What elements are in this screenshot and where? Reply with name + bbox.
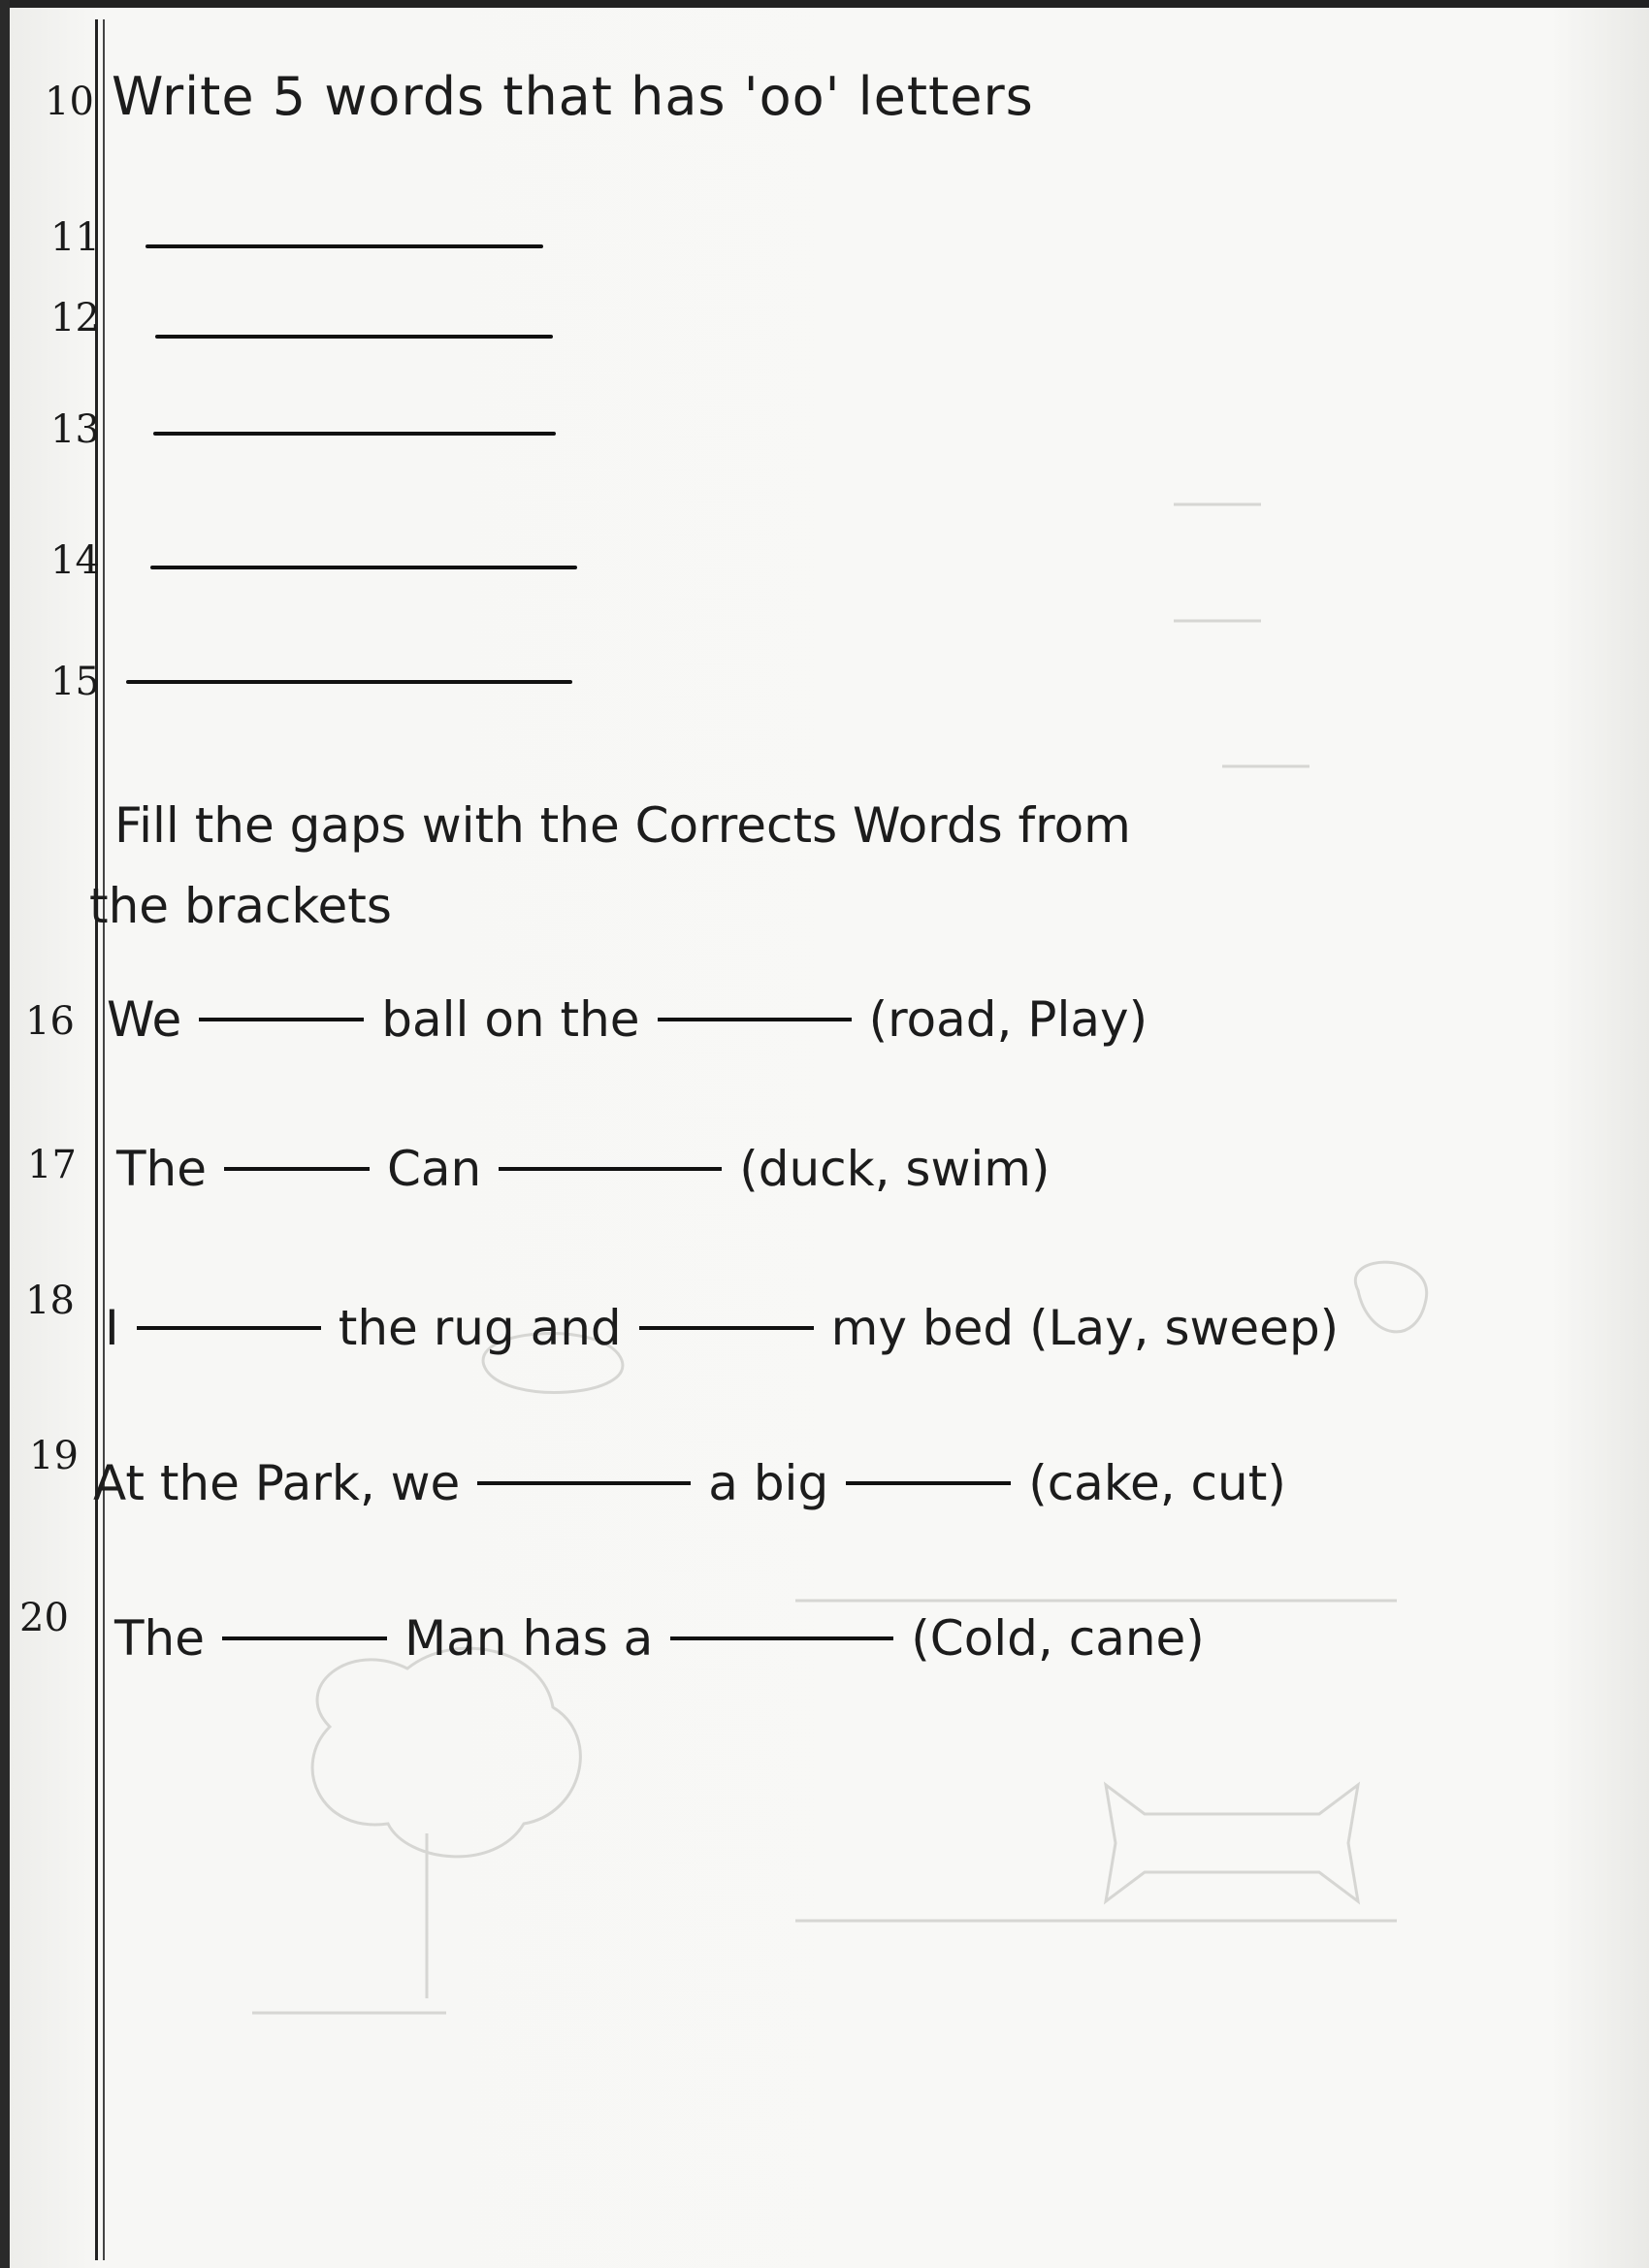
question-text: The (114, 1610, 205, 1667)
question-text: The (116, 1141, 207, 1197)
margin-line (95, 19, 98, 2260)
word-options: (road, Play) (868, 991, 1148, 1048)
question-number: 18 (25, 1279, 75, 1323)
answer-blank[interactable] (155, 335, 553, 339)
margin-line-inner (103, 19, 105, 2260)
question-text: Can (387, 1141, 482, 1197)
question-number: 20 (19, 1596, 69, 1640)
fill-blank[interactable] (846, 1481, 1011, 1485)
question-line (107, 991, 1148, 1048)
answer-blank[interactable] (126, 680, 572, 684)
fill-blank[interactable] (477, 1481, 691, 1485)
question-text: the rug and (338, 1300, 622, 1356)
question-text: a big (708, 1455, 829, 1511)
question-number: 17 (27, 1143, 77, 1187)
word-options: (Cold, cane) (911, 1610, 1205, 1667)
question-number: 15 (50, 660, 100, 704)
fill-blank[interactable] (639, 1326, 814, 1330)
fill-blank[interactable] (499, 1167, 722, 1171)
fill-blank[interactable] (670, 1636, 893, 1640)
question-line (93, 1455, 1286, 1511)
word-options: (cake, cut) (1028, 1455, 1286, 1511)
question-number: 10 (45, 80, 94, 124)
question-number: 19 (29, 1434, 79, 1478)
instruction-text-continued: the brackets (89, 878, 392, 934)
word-options: (duck, swim) (739, 1141, 1051, 1197)
question-number: 14 (50, 538, 100, 583)
answer-blank[interactable] (150, 566, 577, 569)
question-number: 16 (25, 999, 75, 1044)
fill-blank[interactable] (137, 1326, 321, 1330)
question-text: ball on the (381, 991, 640, 1048)
fill-blank[interactable] (222, 1636, 387, 1640)
fill-blank[interactable] (199, 1018, 364, 1021)
instruction-text: Fill the gaps with the Corrects Words from (114, 797, 1131, 854)
question-text: At the Park, we (93, 1455, 461, 1511)
question-number: 13 (50, 407, 100, 452)
question-number: 11 (50, 215, 100, 260)
question-text: my bed (830, 1300, 1015, 1356)
question-text: We (107, 991, 182, 1048)
fill-blank[interactable] (224, 1167, 370, 1171)
fill-blank[interactable] (658, 1018, 852, 1021)
question-number: 12 (50, 296, 100, 340)
answer-blank[interactable] (153, 432, 556, 436)
question-line (116, 1141, 1050, 1197)
question-text: I (105, 1300, 119, 1356)
answer-blank[interactable] (146, 244, 543, 248)
section-title: Write 5 words that has 'oo' letters (112, 66, 1034, 127)
question-line (105, 1300, 1339, 1356)
word-options: (Lay, sweep) (1029, 1300, 1340, 1356)
question-line (114, 1610, 1205, 1667)
question-text: Man has a (404, 1610, 654, 1667)
